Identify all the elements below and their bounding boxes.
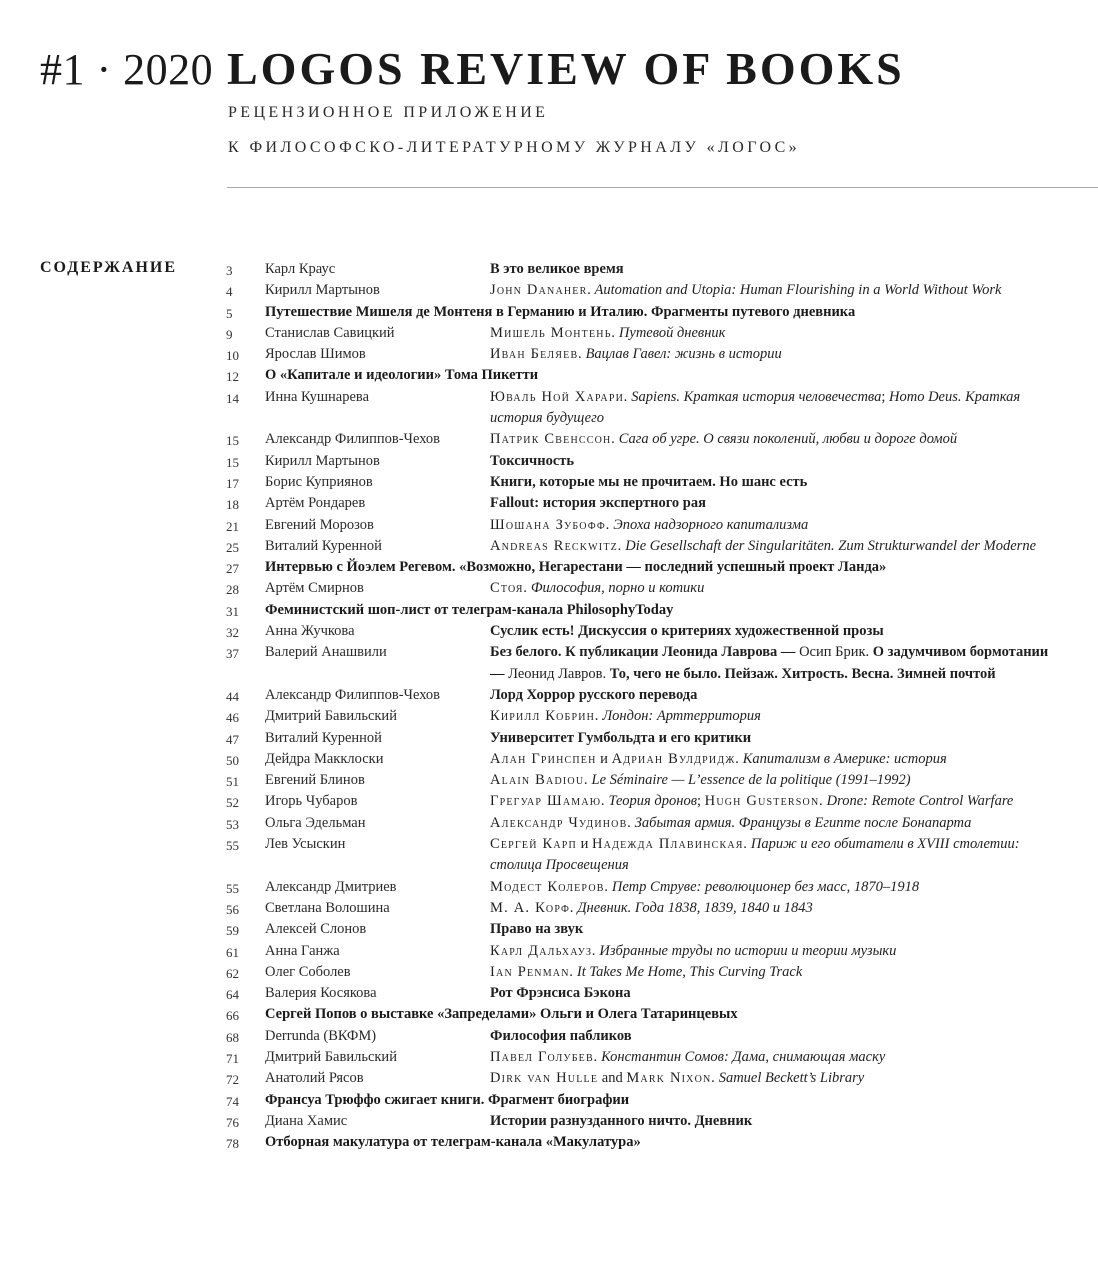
work-title-segment: . Sapiens. Краткая история человечества bbox=[624, 388, 882, 405]
work-title-segment: В это великое время bbox=[490, 261, 624, 277]
toc-entry bbox=[226, 600, 1066, 621]
page-number: 74 bbox=[226, 1093, 239, 1109]
work-title bbox=[490, 1047, 1050, 1068]
work-title-segment: Адриан Вулдридж bbox=[611, 750, 736, 767]
page-number: 3 bbox=[226, 263, 233, 278]
work-title bbox=[490, 472, 1050, 493]
page-number: 10 bbox=[226, 348, 239, 364]
page-number: 32 bbox=[226, 625, 239, 641]
toc-entry bbox=[226, 1047, 1066, 1068]
work-title-segment: . Drone: Remote Control Warfare bbox=[819, 793, 1014, 810]
section-title: Сергей Попов о выставке «Запределами» Ольги и Олега Татаринцевых bbox=[265, 1006, 738, 1023]
work-title bbox=[490, 983, 1050, 1004]
reviewer-name: Карл Краус bbox=[265, 261, 336, 277]
toc-entry bbox=[226, 451, 1066, 472]
work-title bbox=[490, 429, 1050, 450]
page-number: 25 bbox=[226, 539, 239, 555]
page-number: 31 bbox=[226, 603, 239, 619]
work-title-segment: . Петр Струве: революционер без масс, 1870–1918 bbox=[604, 878, 920, 895]
work-title-segment: . Samuel Beckett’s Library bbox=[711, 1070, 865, 1087]
page-number: 27 bbox=[226, 561, 239, 577]
toc-entry bbox=[226, 919, 1066, 940]
work-title-segment: Токсичность bbox=[490, 452, 575, 469]
toc-entry bbox=[226, 898, 1066, 919]
toc-entry bbox=[226, 387, 1066, 430]
work-title-segment: Надежда Плавинская bbox=[591, 836, 744, 853]
toc-entry bbox=[226, 515, 1066, 536]
reviewer-name: Виталий Куренной bbox=[265, 537, 382, 554]
work-title-segment: . Путевой дневник bbox=[611, 324, 726, 341]
page-number: 76 bbox=[226, 1114, 239, 1130]
page-number: 71 bbox=[226, 1050, 239, 1066]
work-title-segment: Александр Чудинов bbox=[490, 814, 628, 831]
work-title-segment: Homo Deus. Краткая история будущего bbox=[490, 388, 1021, 427]
reviewer-name: Derrunda (ВКФМ) bbox=[265, 1027, 377, 1044]
toc-entry bbox=[226, 472, 1066, 493]
work-title-segment: Модест Колеров bbox=[490, 878, 605, 895]
work-title bbox=[490, 280, 1050, 301]
page-number: 53 bbox=[226, 816, 239, 832]
work-title-segment: Ian Penman bbox=[490, 963, 570, 980]
toc-entry bbox=[226, 302, 1066, 323]
work-title bbox=[490, 770, 1050, 791]
reviewer-name: Кирилл Мартынов bbox=[265, 282, 380, 299]
toc-entry bbox=[226, 962, 1066, 983]
work-title bbox=[490, 1068, 1050, 1089]
work-title-segment: и bbox=[576, 836, 592, 853]
section-title: Франсуа Трюффо сжигает книги. Фрагмент биографии bbox=[265, 1091, 630, 1108]
page-number: 50 bbox=[226, 752, 239, 768]
reviewer-name: Артём Смирнов bbox=[265, 580, 364, 597]
reviewer-name: Игорь Чубаров bbox=[265, 793, 358, 810]
section-title: О «Капитале и идеологии» Тома Пикетти bbox=[265, 367, 539, 384]
work-title-segment: . Эпоха надзорного капитализма bbox=[606, 516, 809, 533]
work-title-segment: То, чего не было. Пейзаж. Хитрость. Весна. Зимней почтой bbox=[609, 665, 996, 682]
work-title-segment: Сергей Карп bbox=[490, 836, 577, 853]
work-title-segment: Университет Гумбольдта и его критики bbox=[490, 729, 752, 746]
page-number: 62 bbox=[226, 965, 239, 981]
work-title-segment: . Дневник. Года 1838, 1839, 1840 и 1843 bbox=[570, 899, 813, 916]
work-title bbox=[490, 493, 1050, 514]
reviewer-name: Дейдра Макклоски bbox=[265, 750, 384, 767]
toc-entry bbox=[226, 1004, 1066, 1025]
work-title-segment: . Избранные труды по истории и теории музыки bbox=[592, 942, 897, 959]
toc-entry bbox=[226, 728, 1066, 749]
work-title-segment: Павел Голубев bbox=[490, 1048, 594, 1065]
work-title bbox=[490, 898, 1050, 919]
work-title-segment: . Лондон: Арттерритория bbox=[595, 708, 761, 725]
work-title bbox=[490, 387, 1050, 430]
work-title bbox=[490, 451, 1050, 472]
work-title-segment: . Вацлав Гавел: жизнь в истории bbox=[578, 346, 782, 363]
work-title bbox=[490, 749, 1050, 770]
page-number: 55 bbox=[226, 880, 239, 896]
reviewer-name: Анатолий Рясов bbox=[265, 1070, 364, 1087]
toc-entry bbox=[226, 877, 1066, 898]
reviewer-name: Алексей Слонов bbox=[265, 921, 367, 938]
reviewer-name: Евгений Блинов bbox=[265, 772, 365, 789]
page-number: 64 bbox=[226, 987, 239, 1003]
work-title-segment: М. А. Корф bbox=[490, 899, 571, 916]
work-title bbox=[490, 919, 1050, 940]
reviewer-name: Артём Рондарев bbox=[265, 495, 366, 512]
toc-entry bbox=[226, 536, 1066, 557]
work-title bbox=[490, 323, 1050, 344]
work-title-segment: Dirk van Hulle bbox=[490, 1070, 599, 1087]
work-title bbox=[490, 877, 1050, 898]
reviewer-name: Лев Усыскин bbox=[265, 836, 346, 853]
work-title bbox=[490, 834, 1050, 877]
work-title bbox=[490, 578, 1050, 599]
toc-entry bbox=[226, 1090, 1066, 1111]
work-title-segment: and bbox=[598, 1070, 627, 1087]
work-title-segment: Карл Дальхауз bbox=[490, 942, 593, 959]
reviewer-name: Кирилл Мартынов bbox=[265, 452, 380, 469]
header-divider bbox=[227, 187, 1098, 188]
work-title-segment: . It Takes Me Home, This Curving Track bbox=[569, 963, 803, 980]
toc-heading: СОДЕРЖАНИЕ bbox=[40, 259, 178, 276]
reviewer-name: Ольга Эдельман bbox=[265, 814, 366, 831]
page-number: 52 bbox=[226, 795, 239, 811]
page-number: 56 bbox=[226, 901, 239, 917]
work-title-segment: Без белого. К публикации Леонида Лаврова — bbox=[490, 644, 800, 661]
work-title-segment: . Забытая армия. Французы в Египте после Бонапарта bbox=[627, 814, 972, 831]
work-title bbox=[490, 642, 1050, 685]
toc-entry bbox=[226, 749, 1066, 770]
work-title-segment: John Danaher bbox=[490, 282, 588, 299]
work-title-segment: Истории разнузданного ничто. Дневник bbox=[490, 1112, 753, 1129]
work-title-segment: . Теория дронов bbox=[601, 793, 697, 810]
reviewer-name: Дмитрий Бавильский bbox=[265, 1048, 397, 1065]
work-title-segment: Стоя bbox=[490, 580, 524, 597]
work-title-segment: Шошана Зубофф bbox=[490, 516, 606, 533]
page-number: 66 bbox=[226, 1008, 239, 1024]
page-number: 18 bbox=[226, 497, 239, 513]
work-title-segment: Hugh Gusterson bbox=[704, 793, 820, 810]
toc-entry bbox=[226, 1111, 1066, 1132]
toc-entry bbox=[226, 365, 1066, 386]
reviewer-name: Борис Куприянов bbox=[265, 473, 373, 490]
work-title-segment: . Париж и его обитатели в XVIII столетии: столица Просвещения bbox=[490, 836, 1020, 874]
reviewer-name: Александр Филиппов-Чехов bbox=[265, 686, 441, 703]
toc-entry bbox=[226, 344, 1066, 365]
toc-entry bbox=[226, 791, 1066, 812]
work-title-segment: Право на звук bbox=[490, 921, 584, 938]
subtitle-line-1: РЕЦЕНЗИОННОЕ ПРИЛОЖЕНИЕ bbox=[228, 104, 549, 121]
page-number: 68 bbox=[226, 1029, 239, 1045]
work-title-segment: . Die Gesellschaft der Singularitäten. Zum Strukturwandel der Moderne bbox=[617, 537, 1037, 554]
page-number: 28 bbox=[226, 582, 239, 598]
journal-title: LOGOS REVIEW OF BOOKS bbox=[227, 43, 905, 94]
page-number: 47 bbox=[226, 731, 239, 747]
work-title-segment: Алан Гринспен bbox=[490, 750, 597, 767]
toc-entry bbox=[226, 685, 1066, 706]
work-title-segment: Суслик есть! Дискуссия о критериях художественной прозы bbox=[490, 623, 884, 640]
page-number: 37 bbox=[226, 646, 239, 662]
toc-entry bbox=[226, 280, 1066, 301]
work-title bbox=[490, 728, 1050, 749]
reviewer-name: Евгений Морозов bbox=[265, 516, 374, 533]
work-title-segment: Философия пабликов bbox=[490, 1027, 632, 1044]
section-title: Феминистский шоп-лист от телеграм-канала PhilosophyToday bbox=[265, 601, 674, 618]
work-title bbox=[490, 941, 1050, 962]
work-title-segment: . Капитализм в Америке: история bbox=[735, 750, 947, 767]
reviewer-name: Виталий Куренной bbox=[265, 729, 382, 746]
page-number: 46 bbox=[226, 710, 239, 726]
page-number: 4 bbox=[226, 284, 233, 300]
toc-entry bbox=[226, 834, 1066, 877]
reviewer-name: Валерия Косякова bbox=[265, 985, 377, 1002]
work-title-segment: Книги, которые мы не прочитаем. Но шанс есть bbox=[490, 473, 808, 490]
work-title-segment: ; bbox=[697, 793, 705, 810]
subtitle-line-2: К ФИЛОСОФСКО-ЛИТЕРАТУРНОМУ ЖУРНАЛУ «ЛОГОС» bbox=[228, 139, 801, 156]
work-title-segment: ; bbox=[881, 388, 890, 405]
work-title-segment: Мишель Монтень bbox=[490, 324, 612, 341]
toc-entry bbox=[226, 323, 1066, 344]
work-title-segment: Andreas Reckwitz bbox=[490, 537, 618, 554]
section-title: Отборная макулатура от телеграм-канала «Макулатура» bbox=[265, 1134, 641, 1151]
toc-entry bbox=[226, 429, 1066, 450]
reviewer-name: Анна Ганжа bbox=[265, 942, 340, 959]
reviewer-name: Валерий Анашвили bbox=[265, 644, 387, 661]
work-title-segment: Лорд Хоррор русского перевода bbox=[490, 686, 698, 703]
work-title-segment: . Сага об угре. О связи поколений, любви и дороге домой bbox=[611, 431, 958, 448]
toc-entry bbox=[226, 1068, 1066, 1089]
reviewer-name: Инна Кушнарева bbox=[265, 388, 370, 405]
work-title-segment: Патрик Свенссон bbox=[490, 431, 612, 448]
work-title-segment: . Le Séminaire — L’essence de la politique (1991–1992) bbox=[584, 772, 911, 789]
reviewer-name: Диана Хамис bbox=[265, 1112, 348, 1129]
work-title bbox=[490, 813, 1050, 834]
work-title bbox=[490, 259, 1050, 280]
work-title-segment: и bbox=[596, 750, 612, 767]
section-title: Путешествие Мишеля де Монтеня в Германию и Италию. Фрагменты путевого дневника bbox=[265, 303, 856, 320]
page-number: 5 bbox=[226, 305, 233, 321]
toc-entry bbox=[226, 1026, 1066, 1047]
issue-number: #1 · 2020 bbox=[40, 45, 214, 94]
toc-entry bbox=[226, 493, 1066, 514]
reviewer-name: Ярослав Шимов bbox=[265, 346, 366, 363]
toc-entry bbox=[226, 642, 1066, 685]
work-title-segment: Леонид Лавров. bbox=[508, 665, 610, 682]
work-title-segment: Грегуар Шамаю bbox=[490, 793, 602, 810]
work-title bbox=[490, 621, 1050, 642]
work-title-segment: О задумчивом бормотании — bbox=[490, 644, 1049, 682]
work-title bbox=[490, 515, 1050, 536]
page-number: 12 bbox=[226, 369, 239, 385]
work-title bbox=[490, 962, 1050, 983]
toc-entry bbox=[226, 941, 1066, 962]
page-number: 51 bbox=[226, 774, 239, 790]
page-number: 15 bbox=[226, 454, 239, 470]
work-title-segment: Mark Nixon bbox=[626, 1070, 712, 1087]
reviewer-name: Станислав Савицкий bbox=[265, 324, 395, 341]
work-title bbox=[490, 685, 1050, 706]
reviewer-name: Александр Филиппов-Чехов bbox=[265, 431, 441, 448]
work-title bbox=[490, 791, 1050, 812]
page-number: 15 bbox=[226, 433, 239, 449]
work-title bbox=[490, 536, 1050, 557]
work-title-segment: Иван Беляев bbox=[490, 346, 579, 363]
work-title-segment: . Константин Сомов: Дама, снимающая маску bbox=[593, 1048, 886, 1065]
work-title-segment: . Automation and Utopia: Human Flourishing in a World Without Work bbox=[587, 282, 1002, 299]
page-number: 17 bbox=[226, 475, 239, 491]
reviewer-name: Олег Соболев bbox=[265, 963, 351, 980]
toc-entry bbox=[226, 983, 1066, 1004]
section-title: Интервью с Йоэлем Регевом. «Возможно, Негарестани — последний успешный проект Ланда» bbox=[265, 559, 887, 576]
reviewer-name: Дмитрий Бавильский bbox=[265, 708, 397, 725]
reviewer-name: Александр Дмитриев bbox=[265, 878, 397, 895]
page-number: 21 bbox=[226, 518, 239, 534]
work-title bbox=[490, 1111, 1050, 1132]
reviewer-name: Светлана Волошина bbox=[265, 899, 390, 916]
toc-entry bbox=[226, 621, 1066, 642]
toc-entry bbox=[226, 557, 1066, 578]
toc-entry bbox=[226, 770, 1066, 791]
work-title bbox=[490, 1026, 1050, 1047]
toc-entry bbox=[226, 259, 1066, 280]
page-number: 78 bbox=[226, 1136, 239, 1152]
page-number: 14 bbox=[226, 390, 239, 406]
reviewer-name: Анна Жучкова bbox=[265, 623, 355, 640]
work-title-segment: Fallout: история экспертного рая bbox=[490, 495, 706, 512]
page-number: 55 bbox=[226, 838, 239, 854]
page-number: 9 bbox=[226, 326, 233, 342]
page-number: 59 bbox=[226, 923, 239, 939]
toc-entry bbox=[226, 813, 1066, 834]
work-title-segment: Alain Badiou bbox=[490, 772, 585, 789]
table-of-contents bbox=[226, 259, 1066, 1153]
work-title bbox=[490, 706, 1050, 727]
work-title-segment: Осип Брик. bbox=[799, 644, 873, 661]
toc-entry bbox=[226, 706, 1066, 727]
work-title-segment: . Философия, порно и котики bbox=[523, 580, 705, 597]
page-number: 72 bbox=[226, 1072, 239, 1088]
work-title-segment: Юваль Ной Харари bbox=[490, 388, 625, 405]
toc-entry bbox=[226, 578, 1066, 599]
work-title bbox=[490, 344, 1050, 365]
toc-entry bbox=[226, 1132, 1066, 1153]
page-number: 44 bbox=[226, 688, 239, 704]
page-number: 61 bbox=[226, 944, 239, 960]
work-title-segment: Рот Фрэнсиса Бэкона bbox=[490, 985, 631, 1002]
work-title-segment: Кирилл Кобрин bbox=[490, 708, 596, 725]
